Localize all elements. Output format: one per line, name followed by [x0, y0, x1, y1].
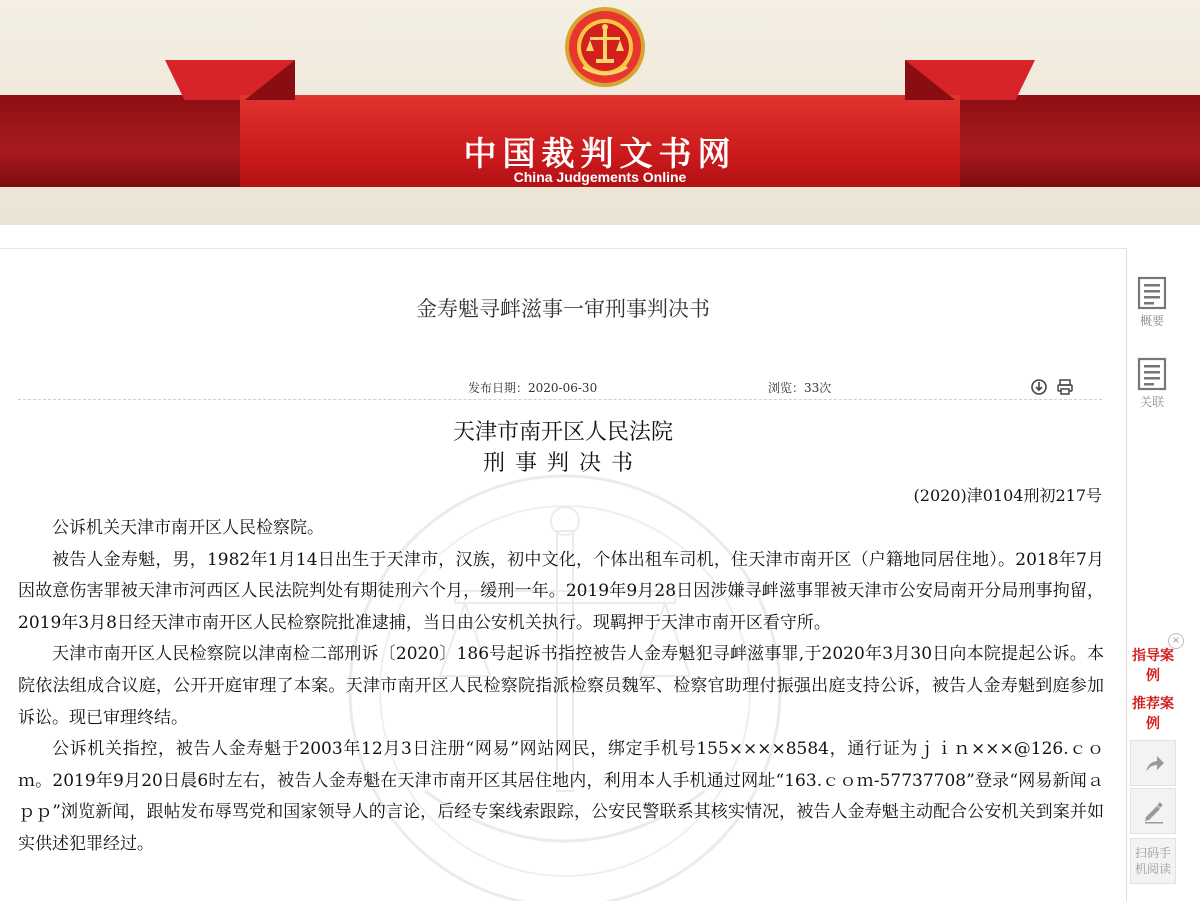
summary-button[interactable] [1132, 276, 1172, 329]
document-list-icon [1137, 357, 1167, 391]
summary-label: 概要 [1139, 314, 1164, 328]
document-list-icon [1137, 276, 1167, 310]
case-number: (2020)津0104刑初217号 [913, 486, 1102, 505]
court-name: 天津市南开区人民法院 [452, 420, 673, 445]
paragraph: 被告人金寿魁，男，1982年1月14日出生于天津市，汉族，初中文化，个体出租车司机，住天津市南开区（户籍地同居住地）。2018年7月因故意伤害罪被天津市河西区人民法院判处有期徒刑六个月，缓刑一年。2019年9月28日因涉嫌寻衅滋事罪被天津市公安局南开分局刑事拘留，2019年3月8日经天津市南开区人民检察院批准逮捕，当日由公安机关执行。现羁押于天津市南开区看守所。 [18, 549, 1104, 633]
edit-button[interactable] [1130, 788, 1176, 834]
share-arrow-icon [1142, 752, 1166, 776]
download-icon[interactable] [1030, 378, 1048, 396]
guide-cases-link[interactable]: 指导案例 [1132, 648, 1174, 684]
paragraph: 公诉机关天津市南开区人民检察院。 [52, 518, 324, 538]
print-icon[interactable] [1056, 378, 1074, 396]
judgement-body [18, 513, 1104, 861]
document-actions [1030, 378, 1076, 396]
related-label: 关联 [1139, 395, 1164, 409]
court-emblem-icon[interactable] [563, 5, 647, 89]
site-header-banner [0, 0, 1200, 225]
site-subtitle: China Judgements Online [513, 169, 687, 185]
share-button[interactable] [1130, 740, 1176, 786]
view-count-label: 浏览： [768, 381, 805, 395]
close-icon[interactable]: × [1168, 633, 1184, 649]
document-title: 金寿魁寻衅滋事一审刑事判决书 [416, 297, 710, 321]
meta-divider [18, 399, 1102, 400]
view-count [768, 379, 831, 396]
publish-date-value: 2020-06-30 [528, 381, 598, 395]
document-type: 刑事判决书 [482, 451, 643, 476]
document-panel [0, 248, 1127, 901]
qr-mobile-read[interactable]: 扫码手机阅读 [1130, 838, 1176, 884]
paragraph: 公诉机关指控，被告人金寿魁于2003年12月3日注册“网易”网站网民，绑定手机号155××××8584，通行证为ｊｉｎ×××@126.ｃｏｍ。2019年9月20日晨6时左右，被告人金寿魁在天津市南开区其居住地内，利用本人手机通过网址“163.ｃｏｍ-57737708”登录“网易新闻ａｐｐ”浏览新闻，跟帖发布辱骂党和国家领导人的言论，后经专案线索跟踪，公安民警联系其核实情况，被告人金寿魁主动配合公安机关到案并如实供述犯罪经过。 [18, 739, 1104, 854]
recommended-cases-link[interactable]: 推荐案例 [1132, 696, 1174, 732]
pencil-icon [1142, 800, 1166, 824]
paragraph: 天津市南开区人民检察院以津南检二部刑诉〔2020〕186号起诉书指控被告人金寿魁犯寻衅滋事罪,于2020年3月30日向本院提起公诉。本院依法组成合议庭，公开开庭审理了本案。天津市南开区人民检察院指派检察员魏军、检察官助理付振强出庭支持公诉，被告人金寿魁到庭参加诉讼。现已审理终结。 [18, 644, 1104, 728]
site-title: 中国裁判文书网 [463, 134, 737, 173]
publish-date [468, 379, 597, 396]
related-button[interactable] [1132, 357, 1172, 410]
publish-date-label: 发布日期： [468, 381, 529, 395]
view-count-value: 33次 [804, 381, 832, 395]
